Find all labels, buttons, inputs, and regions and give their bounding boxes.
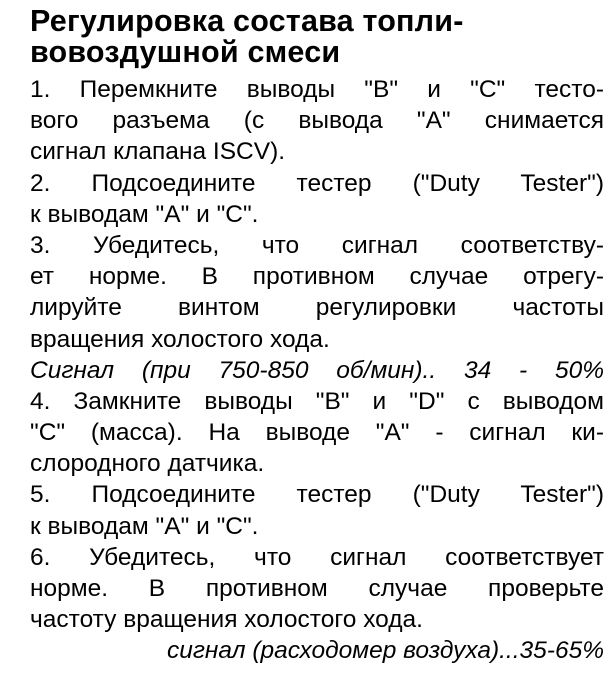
text-line: сигнал клапана ISCV). [30,138,286,166]
spec-line-airflow-signal: сигнал (расходомер воздуха)...35-65% [166,637,604,665]
text-line: к выводам "А" и "С". [30,200,259,228]
text-line: 2. Подсоедините тестер ("Duty Tester") [30,169,604,197]
page-title [30,6,604,68]
text-line: частоту вращения холостого хода. [30,606,423,634]
text-line: вращения холостого хода. [30,325,330,353]
spec-line-idle-signal: Сигнал (при 750-850 об/мин).. 34 - 50% [30,356,604,384]
title-line-2: вовоздушной смеси [30,35,341,69]
title-line-1: Регулировка состава топли- [30,4,464,38]
document-page [30,6,604,667]
text-line: 3. Убедитесь, что сигнал соответству- [30,231,604,259]
text-line: "С" (масса). На выводе "А" - сигнал ки- [30,419,604,447]
text-line: 5. Подсоедините тестер ("Duty Tester") [30,481,604,509]
text-line: вого разъема (с вывода "А" снимается [30,107,604,135]
text-line: к выводам "А" и "С". [30,512,259,540]
text-line: лируйте винтом регулировки частоты [30,294,604,322]
text-line: слородного датчика. [30,450,265,478]
text-line: ет норме. В противном случае отрегу- [30,263,604,291]
text-line: 6. Убедитесь, что сигнал соответствует [30,543,604,571]
instructions-text [30,74,604,667]
text-line: норме. В противном случае проверьте [30,575,604,602]
text-line: 4. Замкните выводы "В" и "D" с выводом [30,387,604,415]
text-line: 1. Перемкните выводы "В" и "С" тесто- [30,76,604,103]
